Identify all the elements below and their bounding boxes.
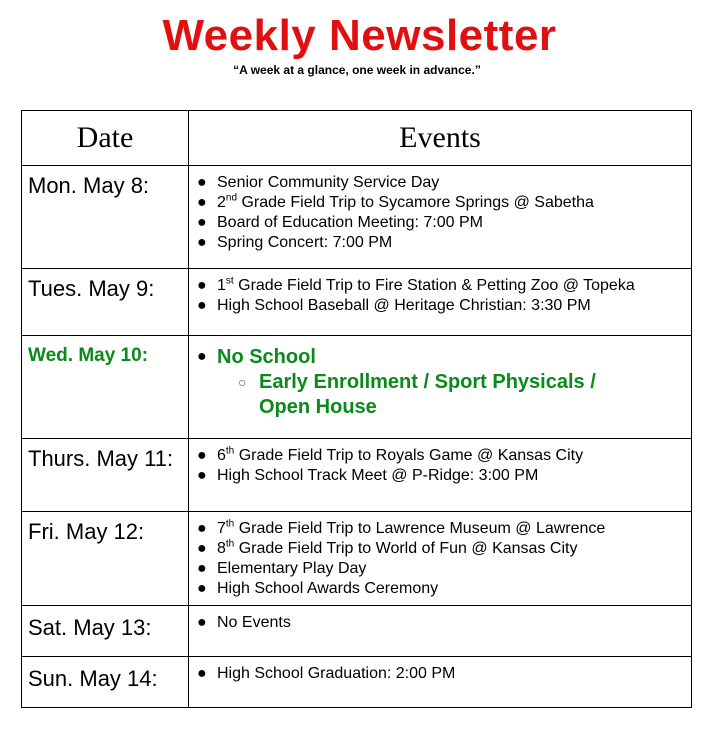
events-cell xyxy=(189,269,692,336)
event-item: ● Spring Concert: 7:00 PM xyxy=(197,234,393,251)
bullet-icon: ● xyxy=(197,665,207,682)
bullet-icon: ● xyxy=(197,540,207,557)
table-row xyxy=(22,166,692,269)
date-cell: Wed. May 10: xyxy=(22,336,189,439)
newsletter-tagline: “A week at a glance, one week in advance.” xyxy=(233,63,481,77)
table-header-row xyxy=(22,111,692,166)
event-item: ● Elementary Play Day xyxy=(197,560,367,577)
events-cell xyxy=(189,336,692,439)
events-cell xyxy=(189,166,692,269)
table-row xyxy=(22,336,692,439)
date-cell: Sat. May 13: xyxy=(22,606,189,657)
event-item: ● High School Track Meet @ P-Ridge: 3:00 PM xyxy=(197,467,539,484)
bullet-icon: ● xyxy=(197,234,207,251)
event-item: ● 8th Grade Field Trip to World of Fun @ Kansas City xyxy=(197,538,578,557)
date-cell: Mon. May 8: xyxy=(22,166,189,269)
bullet-icon: ● xyxy=(197,348,207,365)
newsletter-title: Weekly Newsletter xyxy=(162,11,557,60)
event-item: ● 2nd Grade Field Trip to Sycamore Springs @ Sabetha xyxy=(197,192,594,211)
bullet-icon: ● xyxy=(197,214,207,231)
events-cell xyxy=(189,512,692,606)
event-item: ● 6th Grade Field Trip to Royals Game @ Kansas City xyxy=(197,445,584,464)
events-cell xyxy=(189,606,692,657)
bullet-icon: ● xyxy=(197,297,207,314)
table-row xyxy=(22,606,692,657)
event-item: ● No School xyxy=(197,346,316,368)
bullet-icon: ● xyxy=(197,520,207,537)
bullet-icon: ● xyxy=(197,560,207,577)
events-cell xyxy=(189,439,692,512)
events-column-header: Events xyxy=(189,111,692,166)
bullet-icon: ● xyxy=(197,447,207,464)
date-cell: Sun. May 14: xyxy=(22,657,189,708)
event-item: ● High School Awards Ceremony xyxy=(197,580,439,597)
bullet-icon: ● xyxy=(197,174,207,191)
event-item: ● High School Graduation: 2:00 PM xyxy=(197,665,456,682)
events-table xyxy=(21,110,692,708)
events-cell xyxy=(189,657,692,708)
sub-event-item: ○ Early Enrollment / Sport Physicals / xyxy=(238,371,596,393)
event-item: ● Board of Education Meeting: 7:00 PM xyxy=(197,214,483,231)
bullet-icon: ● xyxy=(197,580,207,597)
event-item: ● 7th Grade Field Trip to Lawrence Museum @ Lawrence xyxy=(197,518,606,537)
hollow-bullet-icon: ○ xyxy=(238,374,247,390)
event-item: ● No Events xyxy=(197,614,291,631)
table-row xyxy=(22,657,692,708)
table-row xyxy=(22,269,692,336)
bullet-icon: ● xyxy=(197,467,207,484)
date-column-header: Date xyxy=(22,111,189,166)
date-cell: Fri. May 12: xyxy=(22,512,189,606)
event-item: ● Senior Community Service Day xyxy=(197,174,440,191)
event-item: ● High School Baseball @ Heritage Christian: 3:30 PM xyxy=(197,297,591,314)
table-row xyxy=(22,439,692,512)
bullet-icon: ● xyxy=(197,277,207,294)
date-cell: Thurs. May 11: xyxy=(22,439,189,512)
bullet-icon: ● xyxy=(197,194,207,211)
date-cell: Tues. May 9: xyxy=(22,269,189,336)
bullet-icon: ● xyxy=(197,614,207,631)
table-row xyxy=(22,512,692,606)
event-item: ● 1st Grade Field Trip to Fire Station & Petting Zoo @ Topeka xyxy=(197,275,635,294)
sub-event-item-continued: Open House xyxy=(259,396,377,418)
